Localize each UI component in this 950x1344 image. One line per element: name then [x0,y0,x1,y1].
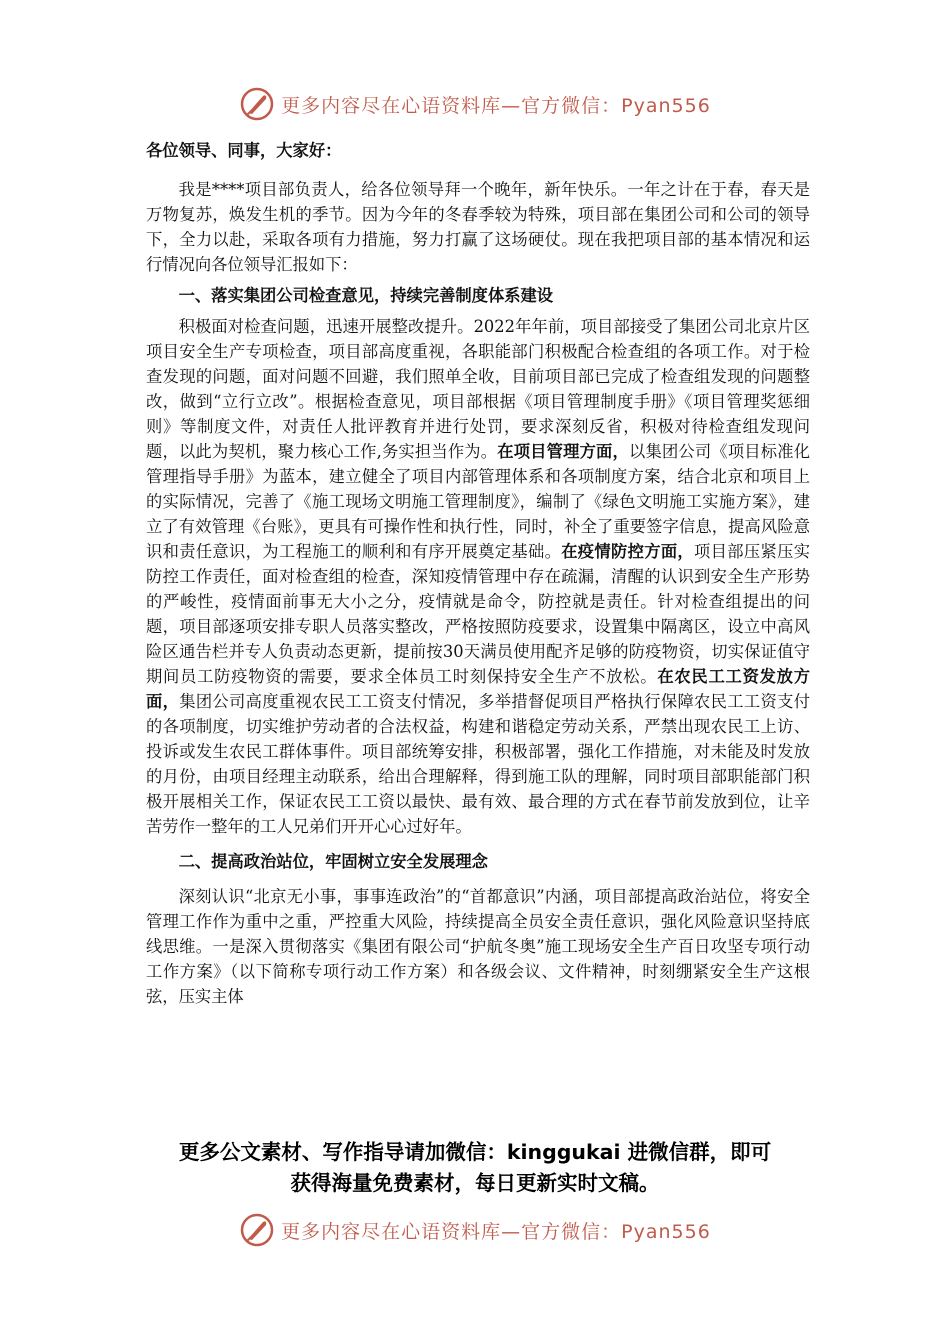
wage-payment-subheading: 在农民工工资发放方面， [146,667,810,711]
project-management-subheading: 在项目管理方面， [497,442,629,461]
header-banner [0,84,950,124]
footer-banner [0,1210,950,1250]
document-body [146,138,810,1009]
banner-text: 更多内容尽在心语资料库—官方微信：Pyan556 [281,94,711,117]
section-1-paragraph [146,314,810,839]
quill-logo-icon [239,1212,275,1248]
banner-text: 更多内容尽在心语资料库—官方微信：Pyan556 [281,1220,711,1243]
quill-logo-icon [239,86,275,122]
promo-text [140,1137,810,1199]
epidemic-prevention-subheading: 在疫情防控方面， [561,542,695,561]
section-1-heading: 一、落实集团公司检查意见，持续完善制度体系建设 [178,286,554,305]
section-2-heading: 二、提高政治站位，牢固树立安全发展理念 [178,852,488,871]
promo-line-1: 更多公文素材、写作指导请加微信：kinggukai 进微信群，即可 [178,1140,772,1164]
intro-paragraph: 我是****项目部负责人，给各位领导拜一个晚年，新年快乐。一年之计在于春，春天是万物复苏，焕发生机的季节。因为今年的冬春季较为特殊，项目部在集团公司和公司的领导下，全力以赴，采取各项有力措施，努力打赢了这场硬仗。现在我把项目部的基本情况和运行情况向各位领导汇报如下： [146,180,810,274]
section-1-text-1: 积极面对检查问题，迅速开展整改提升。2022年年前，项目部接受了集团公司北京片区项目安全生产专项检查，项目部高度重视，各职能部门积极配合检查组的各项工作。对于检查发现的问题，面对问题不回避，我们照单全收，目前项目部已完成了检查组发现的问题整改，做到“立行立改”。根据检查意见，项目部根据《项目管理制度手册》《项目管理奖惩细则》等制度文件，对责任人批评教育并进行处罚，要求深刻反省，积极对待检查组发现问题，以此为契机，聚力核心工作,务实担当作为。 [146,317,810,461]
section-1-text-2: 以集团公司《项目标准化管理指导手册》为蓝本，建立健全了项目内部管理体系和各项制度方案，结合北京和项目上的实际情况，完善了《施工现场文明施工管理制度》，编制了《绿色文明施工实施方案》，建立了有效管理《台账》，更具有可操作性和执行性，同时，补全了重要签字信息，提高风险意识和责任意识，为工程施工的顺利和有序开展奠定基础。 [146,442,810,561]
greeting: 各位领导、同事，大家好： [146,141,342,160]
section-1-text-4: 集团公司高度重视农民工工资支付情况，多举措督促项目严格执行保障农民工工资支付的各项制度，切实维护劳动者的合法权益，构建和谐稳定劳动关系，严禁出现农民工上访、投诉或发生农民工群体事件。项目部统筹安排，积极部署，强化工作措施，对未能及时发放的月份，由项目经理主动联系，给出合理解释，得到施工队的理解，同时项目部职能部门积极开展相关工作，保证农民工工资以最快、最有效、最合理的方式在春节前发放到位，让辛苦劳作一整年的工人兄弟们开开心心过好年。 [146,692,810,836]
promo-line-2: 获得海量免费素材，每日更新实时文稿。 [290,1171,660,1195]
section-2-paragraph: 深刻认识“北京无小事，事事连政治”的“首都意识”内涵，项目部提高政治站位，将安全管理工作作为重中之重，严控重大风险，持续提高全员安全责任意识，强化风险意识坚持底线思维。一是深入贯彻落实《集团有限公司“护航冬奥”施工现场安全生产百日攻坚专项行动工作方案》（以下简称专项行动工作方案）和各级会议、文件精神，时刻绷紧安全生产这根弦，压实主体 [146,887,810,1006]
section-1-text-3: 项目部压紧压实防控工作责任，面对检查组的检查，深知疫情管理中存在疏漏，清醒的认识到安全生产形势的严峻性，疫情面前事无大小之分，疫情就是命令，防控就是责任。针对检查组提出的问题，项目部逐项安排专职人员落实整改，严格按照防疫要求，设置集中隔离区，设立中高风险区通告栏并专人负责动态更新，提前按30天满员使用配齐足够的防疫物资，切实保证值守期间员工防疫物资的需要，要求全体员工时刻保持安全生产不放松。 [146,542,810,686]
